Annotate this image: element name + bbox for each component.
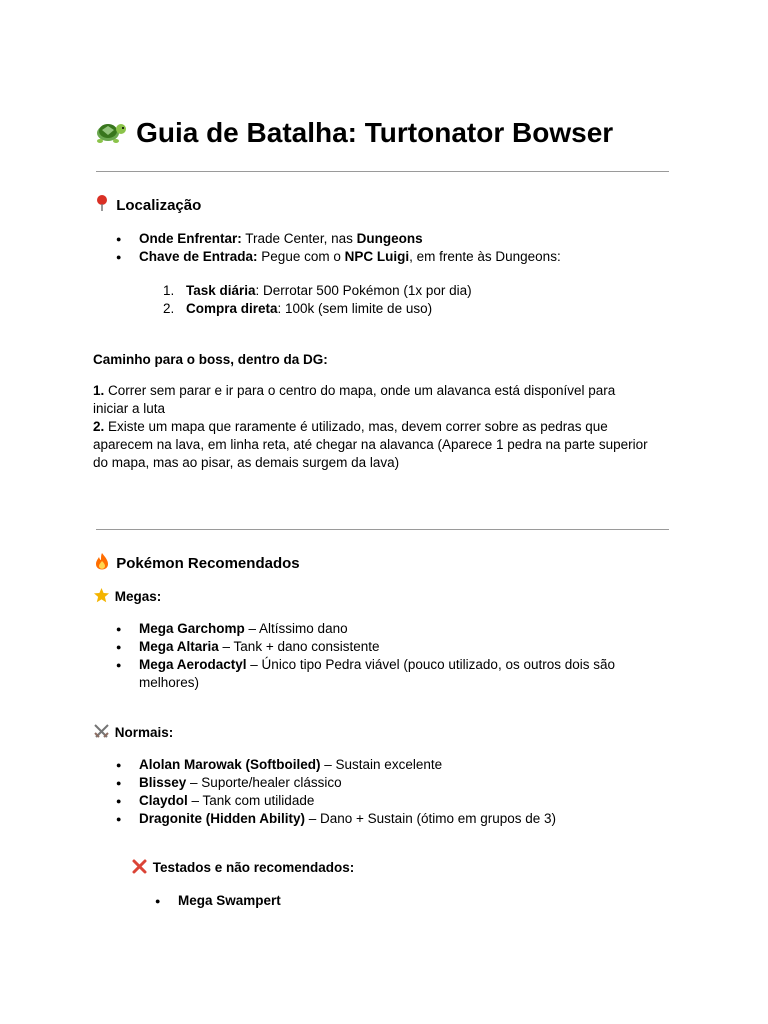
star-icon <box>93 589 115 605</box>
location-list <box>93 230 673 266</box>
turtle-icon <box>93 119 136 149</box>
not-recommended-list <box>132 892 632 910</box>
entry-options-list <box>93 282 673 318</box>
list-item: ● Onde Enfrentar: Trade Center, nas Dungeons <box>93 230 673 248</box>
crossed-swords-icon <box>93 725 115 741</box>
divider <box>96 171 669 172</box>
list-item: ● Dragonite (Hidden Ability) – Dano + Sustain (ótimo em grupos de 3) <box>93 810 653 828</box>
normals-list <box>93 756 653 828</box>
divider <box>96 529 669 530</box>
path-step: 2. Existe um mapa que raramente é utilizado, mas, devem correr sobre as pedras que aparecem na lava, em linha reta, até chegar na alavanca (Aparece 1 pedra na parte superior do mapa, mas ao pisar, as demais surgem da lava) <box>93 419 648 470</box>
list-item: ● Alolan Marowak (Softboiled) – Sustain excelente <box>93 756 653 774</box>
cross-mark-icon <box>131 860 153 876</box>
pin-icon <box>93 196 116 214</box>
page-title-text: Guia de Batalha: Turtonator Bowser <box>136 117 614 148</box>
list-item: ● Mega Swampert <box>132 892 632 910</box>
list-item: ● Mega Aerodactyl – Único tipo Pedra viável (pouco utilizado, os outros dois são melhores) <box>93 656 653 692</box>
list-item: ● Mega Garchomp – Altíssimo dano <box>93 620 653 638</box>
list-item: ● Blissey – Suporte/healer clássico <box>93 774 653 792</box>
normals-heading: Normais: <box>93 723 173 743</box>
list-item: ● Mega Altaria – Tank + dano consistente <box>93 638 653 656</box>
list-item: ● Chave de Entrada: Pegue com o NPC Luigi, em frente às Dungeons: <box>93 248 673 266</box>
megas-heading: Megas: <box>93 587 161 607</box>
page-title <box>93 114 613 153</box>
not-recommended-heading: Testados e não recomendados: <box>131 858 354 878</box>
list-item: 2. Compra direta: 100k (sem limite de uso) <box>163 301 433 316</box>
list-item: ● Claydol – Tank com utilidade <box>93 792 653 810</box>
path-heading: Caminho para o boss, dentro da DG: <box>93 352 328 367</box>
list-item: 1. Task diária: Derrotar 500 Pokémon (1x por dia) <box>163 283 472 298</box>
fire-icon <box>93 554 116 572</box>
megas-list <box>93 620 653 692</box>
location-heading: Localização <box>93 194 201 217</box>
recommended-heading: Pokémon Recomendados <box>93 552 300 575</box>
path-step: 1. Correr sem parar e ir para o centro do mapa, onde um alavanca está disponível para iniciar a luta <box>93 383 616 416</box>
